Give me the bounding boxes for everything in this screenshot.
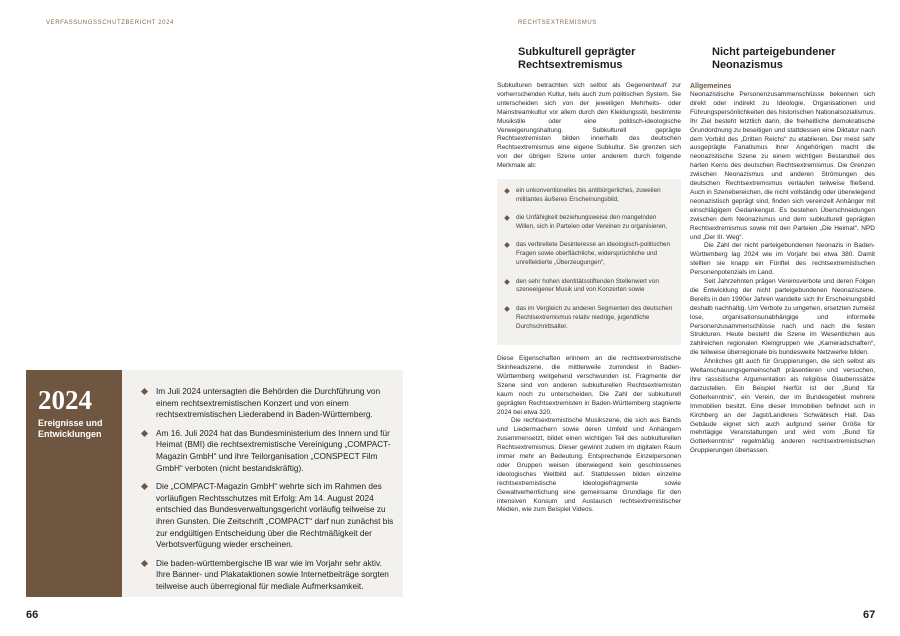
column-neonazism [690,46,875,456]
diamond-icon [504,243,510,249]
features-box [497,179,681,345]
diamond-icon [504,279,510,285]
feature-item: das im Vergleich zu anderen Segmenten des deutschen Rechtsextremismus relativ niedrige, jugendliche Durchschnittsalter. [502,305,673,332]
events-box [26,370,403,597]
body-paragraph: Die rechtsextremistische Musikszene, die sich aus Bands und Liedermachern sowie deren Umfeld und Anhängern zusammensetzt, bildet einen wichtigen Teil des subkulturellen Rechtsextremismus. Dieser gewinnt zudem im digitalen Raum immer mehr an Bedeutung. Entsprechende Einzelpersonen oder Gruppen weisen überwiegend kein geschlossenes ideologisches Weltbild auf. Stattdessen bilden einzelne rechtsextremistische Ideologiefragmente sowie Gewaltverherrlichung eine gemeinsame Grundlage für den intensiven Konsum und Austausch rechtsextremistischer Medien, wie zum Beispiel Videos. [497,417,681,514]
feature-item: ein unkonventionelles bis antibürgerliches, zuweilen militantes äußeres Erscheinungsbild, [502,187,673,205]
diamond-icon [141,430,148,437]
section-heading-neonazism: Nicht parteigebundener Neonazismus [712,46,836,71]
events-list-item: Im Juli 2024 untersagten die Behörden die Durchführung von einem rechtsextremistischen Konzert und von einem rechtsextremistischen Liederabend in Baden-Württemberg. [142,386,397,421]
running-head-right: RECHTSEXTREMISMUS [518,20,597,26]
diamond-icon [504,306,510,312]
right-page [450,0,900,636]
events-list [122,370,403,597]
diamond-icon [141,388,148,395]
body-paragraph: Die Zahl der nicht parteigebundenen Neonazis in Baden-Württemberg lag 2024 wie im Vorjahr bei etwa 380. Damit stellten sie knapp ein Fünftel des rechtsextremistischen Personenpotenzials im Land. [690,242,875,277]
intro-paragraph: Subkulturen betrachten sich selbst als Gegenentwurf zur vorherrschenden Kultur, teils auch zum politischen System. Sie unterscheiden sich von der jeweiligen Mehrheits- oder Mainstreamkultur vor allem durch den Kleidungsstil, bestimmte Musikstile oder eine politisch-ideologische Verweigerungshaltung. Subkulturell geprägte Rechtsextremisten bilden innerhalb des deutschen Rechtsextremismus eine eigene Subkultur. Sie grenzen sich von der übrigen Szene unter anderem durch folgende Merkmale ab: [497,82,681,170]
body-paragraph: Neonazistische Personenzusammenschlüsse bekennen sich direkt oder indirekt zu Ideologie, Organisationen und Führungspersönlichkeiten des historischen Nationalsozialismus. Ihr Ziel besteht letztlich darin, die freiheitliche demokratische Grundordnung zu beseitigen und stattdessen eine Diktatur nach dem Vorbild des „Dritten Reichs“ zu etablieren. Der meist sehr ausgeprägte Fanatismus ihrer Angehörigen macht die neonazistische Szene zu einem wichtigen Bestandteil des harten Kerns des deutschen Rechtsextremismus. Die Grenzen zwischen Neonazismus und anderen Strömungen des deutschen Rechtsextremismus verlaufen teilweise fließend. Auch in Szenebereichen, die nicht vollständig oder überwiegend neonazistisch geprägt sind, finden sich vereinzelt Anhänger mit einschlägigem Gedankengut. Es bestehen Überschneidungen zwischen dem Neonazismus und dem subkulturell geprägten Rechtsextremismus sowie mit den Parteien „Die Heimat“, NPD und „Der III. Weg“. [690,91,875,241]
body-paragraphs-subculture [497,355,681,515]
body-paragraph: Seit Jahrzehnten prägen Vereinsverbote und deren Folgen die Entwicklung der nicht parteigebundenen Neonaziszene. Bereits in den 1990er Jahren wandelte sich ihr Erscheinungsbild deshalb nachhaltig. Um Verbote zu umgehen, ersetzten zumeist lose, organisationsunabhängige und informelle Personenzusammenschlüsse nach und nach die festen Strukturen. Heute besteht die Szene im Wesentlichen aus zahlreichen regionalen Kleingruppen wie „Kameradschaften“, die teilweise überregionale bis bundesweite Netzwerke bilden. [690,278,875,357]
diamond-icon [141,483,148,490]
diamond-icon [141,560,148,567]
events-year: 2024 [38,385,92,415]
feature-item: den sehr hohen identitätsstiftenden Stellenwert von szeneeigener Musik und von Konzerten sowie [502,278,673,296]
events-list-item: Die „COMPACT-Magazin GmbH“ wehrte sich im Rahmen des vorläufigen Rechtsschutzes mit Erfolg: Am 14. August 2024 entschied das Bundesverwaltungsgericht vorläufig teilweise zu ihren Gunsten. Die Zeitschrift „COMPACT“ darf nun zunächst bis zur endgültigen Entscheidung über die Rechtmäßigkeit der Verbotsverfügung wieder erscheinen. [142,481,397,551]
page-number-left: 66 [26,609,39,621]
feature-item: die Unfähigkeit beziehungsweise den mangelnden Willen, sich in Parteien oder Vereinen zu organisieren, [502,214,673,232]
feature-item: das verbreitete Desinteresse an ideologisch-politischen Fragen sowie oberflächliche, widersprüchliche und unreflektierte „Überzeugungen“, [502,241,673,268]
diamond-icon [504,188,510,194]
features-list [502,187,673,331]
page-number-right: 67 [863,609,876,621]
running-head-left: VERFASSUNGSSCHUTZBERICHT 2024 [46,20,174,26]
body-paragraphs-neonazism [690,91,875,456]
section-heading-subculture: Subkulturell geprägter Rechtsextremismus [518,46,636,71]
body-paragraph: Diese Eigenschaften erinnern an die rechtsextremistische Skinheadszene, die mittlerweile zumindest in Baden-Württemberg weitgehend verschwunden ist. Fragmente der Szene sind von anderen subkulturellen Rechtsextremisten kaum noch zu unterscheiden. Die Zahl der subkulturell geprägten Rechtsextremisten in Baden-Württemberg stagnierte 2024 bei etwa 320. [497,355,681,416]
body-paragraph: Ähnliches gilt auch für Gruppierungen, die sich selbst als Weltanschauungsgemeinschaft präsentieren und versuchen, ihre rassistische Argumentation als religiöse Glaubenssätze darzustellen. Ein Beispiel hierfür ist der „Bund für Gotterkenntnis“, ein Verein, der im Bundesgebiet mehrere Immobilien besitzt. Eine dieser Immobilien befindet sich in Kirchberg an der Jagst/Landkreis Schwäbisch Hall. Das Gebäude eignet sich auch aufgrund seiner Größe für mehrtägige Veranstaltungen und wird vom „Bund für Gotterkenntnis“ regelmäßig anderen rechtsextremistischen Gruppierungen überlassen. [690,358,875,455]
events-list-item: Die baden-württembergische IB war wie im Vorjahr sehr aktiv. Ihre Banner- und Plakataktionen sowie Internetbeiträge sorgten teilweise auch überregional für mediale Aufmerksamkeit. [142,558,397,593]
subhead-general: Allgemeines [690,83,732,90]
events-caption: Ereignisse und Entwicklungen [38,418,103,439]
column-subculture [497,46,681,515]
events-list-item: Am 16. Juli 2024 hat das Bundesministerium des Innern und für Heimat (BMI) die rechtsextremistische Vereinigung „COMPACT-Magazin GmbH“ und ihre Teilorganisation „CONSPECT Film GmbH“ verboten (nicht bestandskräftig). [142,428,397,474]
events-year-panel [26,370,122,597]
diamond-icon [504,215,510,221]
